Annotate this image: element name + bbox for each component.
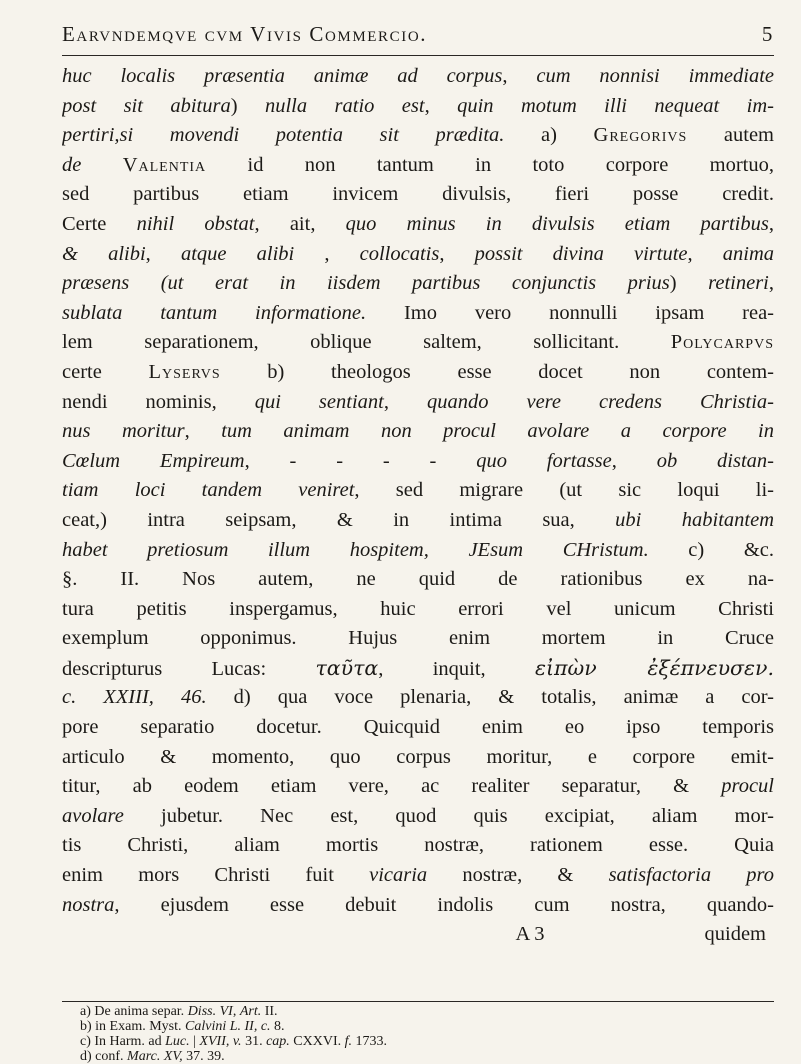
text-line <box>62 772 774 802</box>
text-line <box>62 891 774 921</box>
italic-text: atque alibi <box>180 242 295 265</box>
text-run: tura petitis inspergamus, huic errori vel unicum Christi <box>62 597 774 620</box>
body-text <box>62 62 774 950</box>
text-run: , <box>424 94 458 117</box>
text-line <box>62 565 774 595</box>
italic-text: possit divina virtute <box>474 242 688 265</box>
text-line <box>62 180 774 210</box>
text-line <box>62 654 774 684</box>
text-run: sed partibus etiam invicem divulsis, fieri posse credit. <box>62 183 774 206</box>
text-run: , inquit, <box>378 657 535 680</box>
italic-text: nulla ratio est <box>264 94 425 117</box>
italic-text: habet pretiosum illum hospitem, JEsum CHristum. <box>62 538 649 561</box>
small-caps-name: Gregorivs <box>593 124 688 147</box>
italic-text: ubi habitantem <box>615 508 774 531</box>
text-line <box>62 417 774 447</box>
text-run: , <box>145 242 181 265</box>
footnote-rule <box>62 1001 774 1002</box>
italic-text: collocatis <box>359 242 440 265</box>
text-run: Certe <box>62 212 137 235</box>
text-run: enim mors Christi fuit <box>62 864 370 887</box>
greek-text: εἰπὼν ἐξέπνευσεν. <box>534 655 774 680</box>
text-line <box>62 713 774 743</box>
text-run: 1733. <box>352 1034 388 1049</box>
italic-text: retineri <box>708 272 769 295</box>
text-run: lem separationem, oblique saltem, sollicitant. <box>62 331 671 354</box>
italic-text: Calvini L. II, c. <box>185 1019 271 1034</box>
italic-text: post sit abitura <box>62 94 231 117</box>
greek-text: ταῦτα <box>315 655 379 680</box>
italic-text: sublata tantum informatione. <box>62 301 367 324</box>
text-line <box>62 358 774 388</box>
text-line <box>62 269 774 299</box>
text-run: , ait, <box>254 212 346 235</box>
italic-text: nus moritur <box>62 420 185 443</box>
small-caps-name: Valentia <box>122 153 207 176</box>
footnote <box>80 1019 774 1034</box>
text-line <box>62 210 774 240</box>
text-run: a) De anima separ. <box>80 1004 188 1019</box>
text-run: , <box>611 449 657 472</box>
text-run: 31. <box>241 1034 267 1049</box>
signature-mark: A 3 <box>515 923 545 946</box>
text-run: certe <box>62 360 149 383</box>
text-line <box>62 861 774 891</box>
text-run: nostræ, & <box>427 864 609 887</box>
text-run: , - - - - <box>244 449 477 472</box>
text-line <box>62 476 774 506</box>
header-rule <box>62 55 774 56</box>
text-line <box>62 831 774 861</box>
text-run: , <box>439 242 475 265</box>
text-run: ) <box>230 94 265 117</box>
italic-text: ut erat in iisdem partibus conjunctis prius <box>167 272 670 295</box>
small-caps-name: Polycarpvs <box>670 331 774 354</box>
text-line <box>62 624 774 654</box>
italic-text: nihil obstat <box>136 212 255 235</box>
text-run: nendi nominis, <box>62 390 255 413</box>
text-run: c) &c. <box>648 538 774 561</box>
text-run: d) qua voce plenaria, & totalis, animæ a cor- <box>206 686 774 709</box>
italic-text: f. <box>344 1034 353 1049</box>
text-run: , <box>294 242 360 265</box>
italic-text: tiam loci tandem veniret <box>62 479 355 502</box>
text-run: autem <box>687 124 774 147</box>
italic-text: procul <box>721 775 774 798</box>
text-run: , <box>502 65 537 87</box>
page-number: 5 <box>761 22 774 46</box>
text-line <box>62 536 774 566</box>
text-run: , <box>383 390 427 413</box>
text-line <box>62 595 774 625</box>
italic-text: anima <box>722 242 774 265</box>
text-run: , <box>184 420 222 443</box>
text-line <box>62 62 774 92</box>
italic-text: Cœlum Empireum <box>62 449 245 472</box>
footnotes <box>80 1004 774 1064</box>
italic-text: ob distan- <box>656 449 774 472</box>
text-run: | <box>189 1034 200 1049</box>
text-line <box>62 240 774 270</box>
italic-text: qui sentiant <box>254 390 384 413</box>
italic-text: quo minus in divulsis etiam partibus <box>345 212 769 235</box>
italic-text: Art. <box>239 1004 262 1019</box>
italic-text: XVII, v. <box>199 1034 242 1049</box>
text-run: , sed migrare (ut sic loqui li- <box>354 479 774 502</box>
text-run: b) in Exam. Myst. <box>80 1019 185 1034</box>
italic-text: quin motum illi nequeat im- <box>457 94 774 117</box>
text-run: d) conf. <box>80 1049 128 1064</box>
text-run: ) <box>669 272 709 295</box>
text-line <box>62 506 774 536</box>
text-line <box>62 299 774 329</box>
text-run: CXXVI. <box>289 1034 345 1049</box>
italic-text: quo fortasse <box>476 449 612 472</box>
text-run: , <box>687 242 723 265</box>
text-run: exemplum opponimus. Hujus enim mortem in Cruce <box>62 627 774 650</box>
text-run: articulo & momento, quo corpus moritur, e corpore emit- <box>62 745 774 768</box>
italic-text: satisfactoria pro <box>608 864 774 887</box>
text-line <box>62 388 774 418</box>
italic-text: cum nonnisi immediate <box>536 65 774 87</box>
text-run: Imo vero nonnulli ipsam rea- <box>366 301 774 324</box>
signature-line <box>62 920 774 950</box>
text-run: , ejusdem esse debuit indolis cum nostra, quando- <box>114 893 774 916</box>
italic-text: præsens ( <box>62 272 168 295</box>
text-run: c) In Harm. ad <box>80 1034 166 1049</box>
italic-text: de <box>62 153 82 176</box>
italic-text: quando vere credens Christia- <box>426 390 774 413</box>
text-run: , <box>768 212 774 235</box>
text-line <box>62 92 774 122</box>
footnote <box>80 1004 774 1019</box>
text-run: , <box>768 272 774 295</box>
italic-text: pertiri,si movendi potentia sit prædita. <box>62 124 505 147</box>
text-run: descripturus Lucas: <box>62 657 316 680</box>
running-title: Earvndemqve cvm Vivis Commercio. <box>62 22 428 46</box>
text-run: 8. <box>270 1019 285 1034</box>
catchword: quidem <box>704 923 766 946</box>
text-run: jubetur. Nec est, quod quis excipiat, aliam mor- <box>123 804 774 827</box>
italic-text: Diss. VI <box>187 1004 233 1019</box>
italic-text: nostra <box>62 893 115 916</box>
text-line <box>62 683 774 713</box>
text-run: §. II. Nos autem, ne quid de rationibus ex na- <box>62 568 774 591</box>
italic-text: vicaria <box>369 864 428 887</box>
italic-text: huc localis præsentia animæ ad corpus <box>62 65 503 87</box>
text-line <box>62 802 774 832</box>
text-line <box>62 121 774 151</box>
text-run: II. <box>261 1004 278 1019</box>
footnote <box>80 1034 774 1049</box>
running-header <box>62 22 774 47</box>
italic-text: avolare <box>62 804 124 827</box>
text-run: ceat,) intra seipsam, & in intima sua, <box>62 508 616 531</box>
italic-text: Luc. <box>165 1034 190 1049</box>
text-line <box>62 743 774 773</box>
italic-text: Marc. XV, <box>127 1049 183 1064</box>
small-caps-name: Lyservs <box>148 360 221 383</box>
italic-text: cap. <box>266 1034 290 1049</box>
text-run: a) <box>504 124 594 147</box>
text-run: 37. 39. <box>182 1049 225 1064</box>
italic-text: c. XXIII, 46. <box>62 686 207 709</box>
text-run: , <box>232 1004 240 1019</box>
text-run: pore separatio docetur. Quicquid enim eo ipso temporis <box>62 716 774 739</box>
text-run: titur, ab eodem etiam vere, ac realiter separatur, & <box>62 775 722 798</box>
italic-text: tum animam non procul avolare a corpore in <box>221 420 774 443</box>
text-run <box>81 154 122 176</box>
text-run: id non tantum in toto corpore mortuo, <box>206 153 774 176</box>
text-line <box>62 151 774 181</box>
text-run: b) theologos esse docet non contem- <box>220 360 774 383</box>
text-line <box>62 447 774 477</box>
text-run: tis Christi, aliam mortis nostræ, rationem esse. Quia <box>62 834 774 857</box>
italic-text: & alibi <box>62 242 146 265</box>
text-line <box>62 328 774 358</box>
